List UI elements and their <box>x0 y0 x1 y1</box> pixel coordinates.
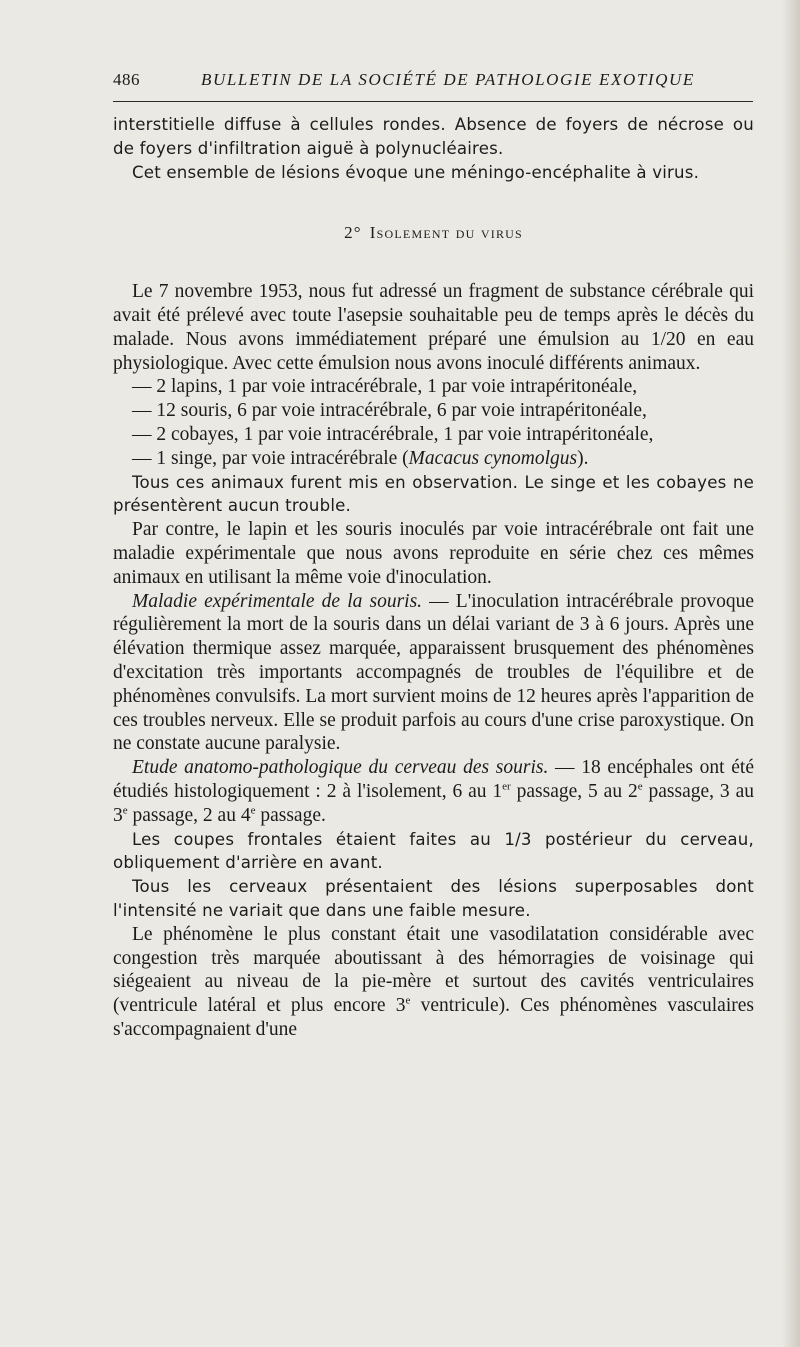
section-heading <box>113 221 754 245</box>
paragraph <box>113 923 754 1042</box>
section-number: 2° <box>344 223 362 243</box>
paragraph <box>113 756 754 827</box>
paragraph-text: passage, 2 au 4 <box>127 804 251 826</box>
paragraph-text: passage, 5 au 2 <box>510 780 638 802</box>
ordinal-suffix: e <box>637 780 643 793</box>
paragraph <box>113 590 754 757</box>
text-line: interstitielle diffuse à cellules rondes. Absence de foyers de nécrose ou <box>113 115 754 134</box>
ordinal-suffix: e <box>405 994 411 1007</box>
list-item: — 2 cobayes, 1 par voie intracérébrale, 1 par voie intrapéritonéale, <box>132 423 654 445</box>
subsection-title: Etude anatomo-pathologique du cerveau des souris. <box>132 757 549 779</box>
paragraph: Tous les cerveaux présentaient des lésions superposables dont l'intensité ne variait que dans une faible mesure. <box>113 877 754 920</box>
page-header <box>113 70 753 96</box>
ordinal-suffix: e <box>122 804 128 817</box>
paragraph <box>113 113 754 161</box>
header-rule <box>113 101 753 102</box>
paragraph-text: — 18 encéphales ont été étudiés histologiquement : 2 à l'isolement, 6 au 1 <box>113 757 754 802</box>
list-item: — 2 lapins, 1 par voie intracérébrale, 1 par voie intrapéritonéale, <box>132 376 638 398</box>
page-edge-shadow <box>782 0 800 1347</box>
paragraph-text: Le phénomène le plus constant était une vasodilatation considérable avec congestion très marquée aboutissant à des hémorragies de voisinage qui siégeaient au niveau de la pie-mère et surtout des cavités ventriculaires (ventricule latéral et plus encore 3 <box>113 923 754 1017</box>
paragraph: Le 7 novembre 1953, nous fut adressé un fragment de substance cérébrale qui avait été prélevé avec toute l'asepsie souhaitable peu de temps après le décès du malade. Nous avons immédiatement préparé une émulsion au 1/20 en eau physiologique. Avec cette émulsion nous avons inoculé différents animaux. <box>113 281 754 374</box>
species-name: Macacus cynomolgus <box>408 447 578 469</box>
list-item: — 12 souris, 6 par voie intracérébrale, 6 par voie intrapéritonéale, <box>132 400 647 422</box>
paragraph: Par contre, le lapin et les souris inoculés par voie intracérébrale ont fait une maladie expérimentale que nous avons reproduite en série chez ces mêmes animaux en utilisant la même voie d'inoculation. <box>113 519 754 588</box>
list-text: — 1 singe, par voie intracérébrale ( <box>132 447 409 469</box>
list-text: ). <box>577 447 589 469</box>
list-item <box>113 447 754 471</box>
page-number: 486 <box>113 70 140 89</box>
paragraph-text: passage. <box>255 804 326 826</box>
paragraph: Tous ces animaux furent mis en observation. Le singe et les cobayes ne présentèrent aucun trouble. <box>113 472 754 516</box>
paragraph-text: — L'inoculation intracérébrale provoque régulièrement la mort de la souris dans un délai variant de 3 à 6 jours. Après une élévation thermique assez marquée, apparaissent brusquement des phénomènes d'excitation très importants accompagnés de troubles de l'équilibre et de phénomènes convulsifs. La mort survient moins de 12 heures après l'apparition de ces troubles nerveux. Elle se produit parfois au cours d'une crise paroxystique. On ne constate aucune paralysie. <box>113 590 754 755</box>
ordinal-suffix: er <box>502 780 511 793</box>
paragraph: Les coupes frontales étaient faites au 1/3 postérieur du cerveau, obliquement d'arrière en avant. <box>113 829 754 873</box>
paragraph-text: passage, 3 au 3 <box>113 780 754 826</box>
ordinal-suffix: e <box>250 804 256 817</box>
paragraph-text: ventricule). Ces phénomènes vasculaires s'accompagnaient d'une <box>113 995 754 1040</box>
article-body <box>113 113 754 1042</box>
subsection-title: Maladie expérimentale de la souris. <box>132 590 423 612</box>
running-title: BULLETIN DE LA SOCIÉTÉ DE PATHOLOGIE EXOTIQUE <box>201 70 695 89</box>
text-line: de foyers d'infiltration aiguë à polynucléaires. <box>113 138 504 158</box>
paragraph: Cet ensemble de lésions évoque une méningo-encéphalite à virus. <box>132 162 700 182</box>
section-title: Isolement du virus <box>369 223 523 243</box>
